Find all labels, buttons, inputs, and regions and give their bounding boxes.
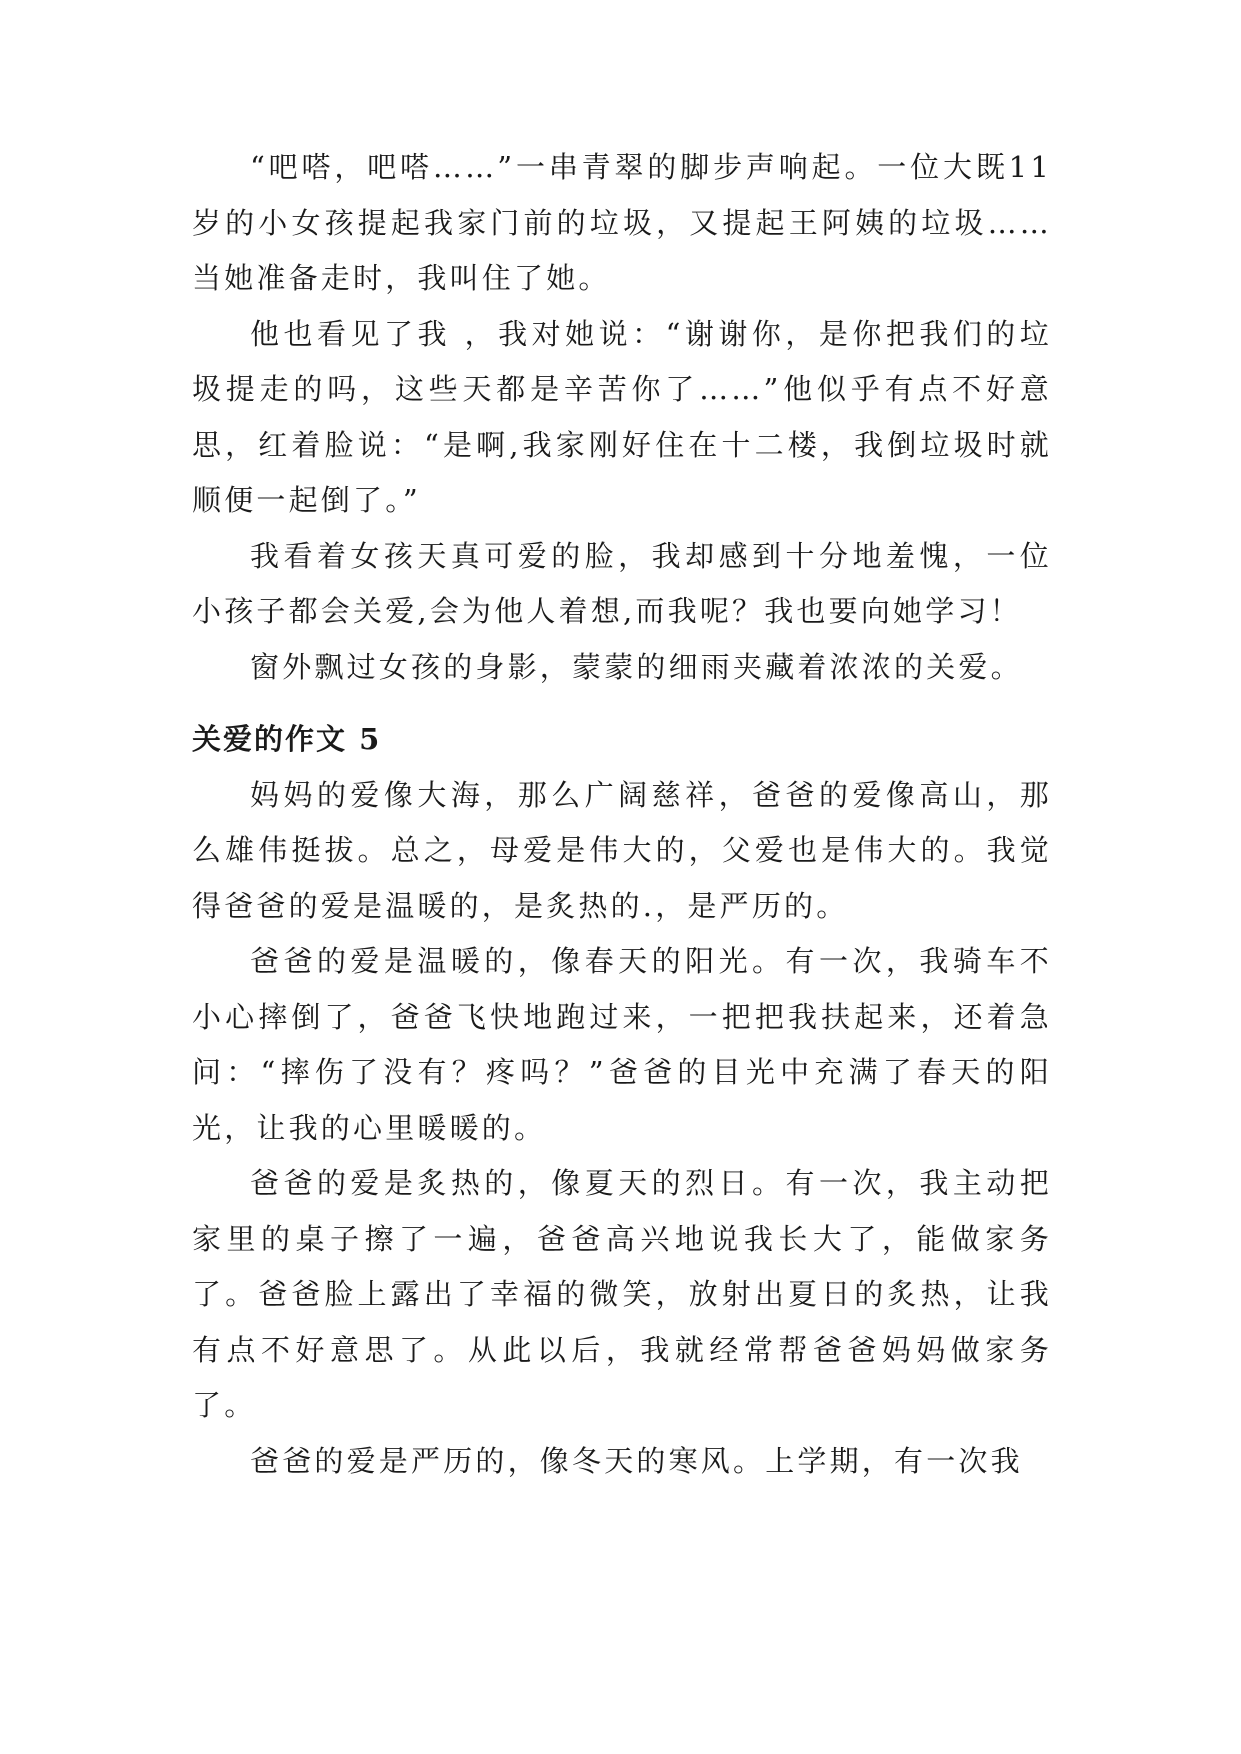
paragraph: 窗外飘过女孩的身影，蒙蒙的细雨夹藏着浓浓的关爱。 (250, 649, 1023, 684)
essay-heading: 关爱的作文 5 (192, 722, 382, 756)
paragraph: 爸爸的爱是严历的，像冬天的寒风。上学期，有一次我 (250, 1443, 1023, 1478)
paragraph: 我看着女孩天真可爱的脸，我却感到十分地羞愧，一位小孩子都会关爱,会为他人着想,而我呢？我也要向她学习！ (192, 538, 1052, 628)
paragraph: 妈妈的爱像大海，那么广阔慈祥，爸爸的爱像高山，那么雄伟挺拔。总之，母爱是伟大的，父爱也是伟大的。我觉得爸爸的爱是温暖的，是炙热的.，是严历的。 (192, 777, 1052, 923)
essay-section (192, 712, 1052, 1489)
paragraph: 他也看见了我 ，我对她说：“谢谢你，是你把我们的垃圾提走的吗，这些天都是辛苦你了……”他似乎有点不好意思，红着脸说：“是啊,我家刚好住在十二楼，我倒垃圾时就顺便一起倒了。” (192, 316, 1052, 517)
paragraph: 爸爸的爱是温暖的，像春天的阳光。有一次，我骑车不小心摔倒了，爸爸飞快地跑过来，一把把我扶起来，还着急问：“摔伤了没有？疼吗？”爸爸的目光中充满了春天的阳光，让我的心里暖暖的。 (192, 944, 1052, 1145)
paragraph: “吧嗒，吧嗒……”一串青翠的脚步声响起。一位大既11岁的小女孩提起我家门前的垃圾，又提起王阿姨的垃圾……当她准备走时，我叫住了她。 (192, 150, 1052, 295)
story-section (192, 140, 1052, 695)
paragraph: 爸爸的爱是炙热的，像夏天的烈日。有一次，我主动把家里的桌子擦了一遍，爸爸高兴地说我长大了，能做家务了。爸爸脸上露出了幸福的微笑，放射出夏日的炙热，让我有点不好意思了。从此以后，我就经常帮爸爸妈妈做家务了。 (192, 1166, 1052, 1422)
